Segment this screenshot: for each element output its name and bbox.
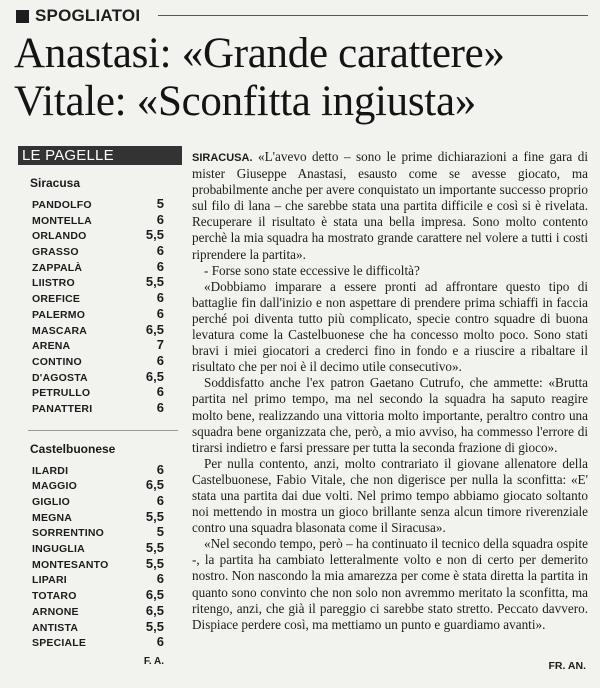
player-score: 5,5 [145, 274, 164, 290]
ratings-initials: F. A. [143, 655, 164, 667]
headline-line-2: Vitale: «Sconfitta ingiusta» [14, 78, 476, 125]
player-name: SORRENTINO [32, 527, 105, 540]
player-score: 6,5 [145, 587, 164, 603]
rating-row [18, 603, 182, 619]
rating-row [18, 634, 182, 650]
rating-row [18, 524, 182, 540]
player-score: 7 [156, 337, 164, 353]
player-name: D'AGOSTA [32, 371, 88, 384]
rating-row [18, 212, 182, 228]
player-score: 6 [156, 352, 164, 368]
player-name: SPECIALE [32, 637, 87, 650]
rubric-rule [158, 15, 588, 16]
player-name: LIPARI [32, 574, 67, 587]
player-name: INGUGLIA [32, 543, 85, 556]
player-name: MAGGIO [32, 480, 77, 493]
ratings-header: LE PAGELLE [18, 146, 182, 165]
article-paragraph [192, 536, 588, 633]
player-score: 5,5 [145, 227, 164, 243]
team-name: Siracusa [30, 176, 81, 190]
player-score: 5,5 [145, 618, 164, 634]
rating-row [18, 571, 182, 587]
player-score: 5,5 [145, 555, 164, 571]
player-score: 6 [156, 290, 164, 306]
paragraph-text: «L'avevo detto – sono le prime dichiarazioni a fine gara di mister Giuseppe Anastasi, esausto come se avesse giocato, ma probabilmente anche per avere conquistato un importante successo proprio sul filo di lana – che sarebbe stata una partita difficile e così si è rivelata. Recuperare il risultato è stata una bella impresa. Sono molto contento perchè la mia squadra ha mostrato grande carattere nel volere a tutti i costi riprendere la partita». [192, 149, 588, 262]
rating-row [18, 322, 182, 338]
player-name: PALERMO [32, 308, 86, 321]
player-score: 6 [156, 399, 164, 415]
rating-row [18, 400, 182, 416]
rating-row [18, 556, 182, 572]
player-name: MEGNA [32, 511, 73, 524]
rating-row [18, 243, 182, 259]
player-name: GIGLIO [32, 496, 70, 508]
paragraph-text: «Dobbiamo imparare a essere pronti ad affrontare questo tipo di battaglie fin dall'inizio e non aspettare di prendere prima schiaffi in faccia perché poi diventa tutto più complicato, specie contro squadre di buona levatura come la Castelbuonese che ha concesso molto poco. Sono stati bravi i miei giocatori a crederci fino in fondo e a riuscire a ribaltare il risultato che per noi è il decimo utile consecutivo». [192, 278, 588, 375]
player-score: 6 [156, 384, 164, 400]
player-score: 6,5 [145, 477, 164, 493]
section-rubric [16, 6, 140, 26]
rating-row [18, 274, 182, 290]
rating-row [18, 369, 182, 385]
paragraph-text: - Forse sono state eccessive le difficoltà? [204, 262, 420, 278]
player-name: ILARDI [32, 464, 69, 477]
player-name: OREFICE [32, 293, 81, 306]
section-label: SPOGLIATOI [35, 6, 141, 25]
player-score: 5 [156, 524, 164, 540]
rating-row [18, 259, 182, 275]
player-score: 6 [156, 243, 164, 259]
player-score: 6 [156, 634, 164, 650]
player-name: ARNONE [32, 605, 79, 618]
team-name: Castelbuonese [30, 441, 116, 456]
ratings-teams [18, 176, 182, 650]
paragraph-text: Per nulla contento, anzi, molto contrariato il giovane allenatore della Castelbuonese, Fabio Vitale, che non digerisce per nulla la sconfitta: «E' stata una partita dai due volti. Nel primo tempo abbiamo giocato soltanto noi mettendo in mostra un gioco brillante senza alcun timore riverenziale contro una squadra blasonata come il Siracusa». [192, 455, 588, 536]
player-score: 6,5 [145, 321, 164, 337]
rating-row [18, 619, 182, 635]
rating-row [18, 196, 182, 212]
player-name: ANTISTA [32, 621, 79, 634]
player-score: 6 [156, 461, 164, 477]
player-name: GRASSO [32, 246, 79, 259]
ratings-box [18, 146, 182, 667]
player-score: 5,5 [145, 540, 164, 556]
rating-row [18, 290, 182, 306]
article-body [192, 149, 588, 633]
article-paragraph [192, 456, 588, 536]
player-name: PANATTERI [32, 402, 93, 415]
player-score: 6 [156, 305, 164, 321]
player-name: LIISTRO [32, 277, 75, 290]
dateline: SIRACUSA. [192, 152, 253, 164]
rating-row [18, 227, 182, 243]
player-score: 6 [156, 211, 164, 227]
paragraph-text: «Nel secondo tempo, però – ha continuato il tecnico della squadra ospite -, la partita ha cambiato letteralmente volto e non di certo per demerito nostro. Non nascondo la mia amarezza per come è stata diretta la partita in quanto sono convinto che non solo non avremmo meritato la sconfitta, ma ritengo, anzi, che già il pareggio ci sarebbe stato stretto. Peccato davvero. Dispiace perdere così, ma mettiamo un punto e guardiamo avanti». [192, 536, 588, 632]
rating-row [18, 306, 182, 322]
player-name: ZAPPALÀ [32, 261, 83, 274]
paragraph-text: Soddisfatto anche l'ex patron Gaetano Cutrufo, che ammette: «Brutta partita nel primo tempo, ma nel secondo la squadra ha saputo reagire molto bene, realizzando una vittoria molto importante, peraltro contro una squadra bene organizzata che, però, a mio avviso, ha commesso l'errore di tirarsi indietro e farsi pressare per tutta la seconda frazione di gioco». [192, 375, 588, 455]
headline [14, 30, 594, 126]
player-name: CONTINO [32, 355, 82, 368]
rating-row [18, 353, 182, 369]
article-paragraph [192, 263, 588, 279]
article-paragraph [192, 149, 588, 263]
rating-row [18, 462, 182, 478]
rating-row [18, 587, 182, 603]
rating-row [18, 337, 182, 353]
player-name: MONTELLA [32, 214, 92, 227]
player-name: PETRULLO [32, 387, 91, 400]
team-separator [28, 416, 178, 431]
player-score: 6 [156, 493, 164, 508]
player-name: TOTARO [32, 590, 77, 603]
rating-row [18, 384, 182, 400]
rating-row [18, 477, 182, 493]
player-name: MONTESANTO [32, 558, 109, 571]
player-score: 5 [156, 196, 164, 211]
player-name: ORLANDO [32, 230, 87, 243]
article-paragraph [192, 279, 588, 376]
player-score: 6 [156, 258, 164, 274]
player-score: 6,5 [145, 368, 164, 384]
player-score: 6 [156, 571, 164, 587]
rating-row [18, 509, 182, 525]
article-signature: FR. AN. [548, 660, 586, 672]
headline-line-1: Anastasi: «Grande carattere» [14, 30, 505, 77]
rubric-square-icon [16, 10, 29, 23]
player-name: PANDOLFO [32, 199, 92, 211]
rating-row [18, 493, 182, 509]
player-name: MASCARA [32, 324, 88, 337]
rating-row [18, 540, 182, 556]
player-score: 6,5 [145, 602, 164, 618]
player-name: ARENA [32, 340, 71, 353]
player-score: 5,5 [145, 508, 164, 524]
article-paragraph [192, 375, 588, 455]
